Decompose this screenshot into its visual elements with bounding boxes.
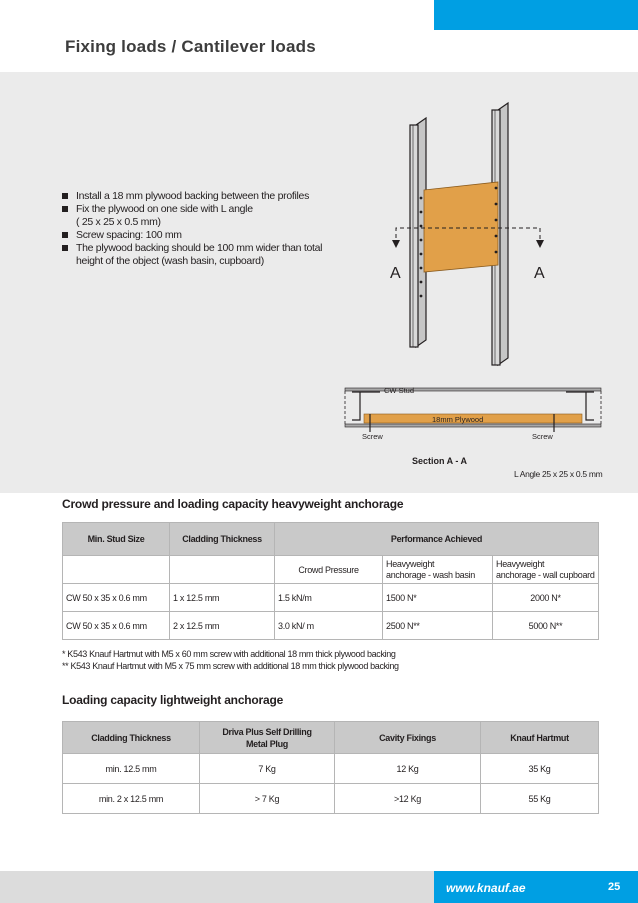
list-item: Install a 18 mm plywood backing between the profiles [62,190,322,203]
col-header-cladding: Cladding Thickness [170,523,275,556]
lightweight-anchorage-table [62,721,599,814]
col-header-driva: Driva Plus Self Drilling Metal Plug [200,722,335,754]
crowd-pressure-table [62,522,599,640]
screw-label-left: Screw [362,432,383,441]
table-row: CW 50 x 35 x 0.6 mm 2 x 12.5 mm 3.0 kN/ m 2500 N** 5000 N** [63,612,599,640]
bullet-square-icon [62,245,68,251]
section-marker-left: A [390,265,401,282]
crowd-section-heading: Crowd pressure and loading capacity heavyweight anchorage [62,497,404,511]
section-title: Section A - A [412,456,468,466]
screw-label-right: Screw [532,432,553,441]
cw-stud-label: CW Stud [384,386,415,395]
col-header-hartmut: Knauf Hartmut [481,722,599,754]
bullet-square-icon [62,206,68,212]
table-cell-empty [170,556,275,584]
plywood-backing [424,182,498,272]
col-header-cladding: Cladding Thickness [63,722,200,754]
page-title: Fixing loads / Cantilever loads [65,37,316,56]
footnotes [62,648,399,672]
list-item: The plywood backing should be 100 mm wider than total [62,242,322,255]
plywood-elevation-diagram [380,100,580,370]
light-section-heading: Loading capacity lightweight anchorage [62,693,284,707]
list-item: Fix the plywood on one side with L angle [62,203,322,216]
section-marker-right: A [534,265,545,282]
page-number: 25 [608,881,621,893]
table-row: min. 2 x 12.5 mm > 7 Kg >12 Kg 55 Kg [63,784,599,814]
subheader-basin: Heavyweight anchorage - wash basin [383,556,493,584]
table-row: CW 50 x 35 x 0.6 mm 1 x 12.5 mm 1.5 kN/m 1500 N* 2000 N* [63,584,599,612]
table-row: min. 12.5 mm 7 Kg 12 Kg 35 Kg [63,754,599,784]
instructions-list [62,190,322,268]
col-header-cavity: Cavity Fixings [335,722,481,754]
bullet-square-icon [62,232,68,238]
angle-label: L Angle 25 x 25 x 0.5 mm [514,469,603,479]
header-accent-block [434,0,638,30]
bullet-square-icon [62,193,68,199]
footer-url-link[interactable]: www.knauf.ae [446,881,526,895]
table-header-row [63,523,599,556]
table-cell-empty [63,556,170,584]
section-a-a-diagram [340,380,610,480]
footnote: ** K543 Knauf Hartmut with M5 x 75 mm screw with additional 18 mm thick plywood backing [62,661,399,671]
subheader-crowd: Crowd Pressure [275,556,383,584]
table-subheader-row [63,556,599,584]
table-header-row [63,722,599,754]
list-item-continuation: height of the object (wash basin, cupboard) [76,255,264,267]
subheader-cupboard: Heavyweight anchorage - wall cupboard [493,556,599,584]
plywood-label: 18mm Plywood [432,415,484,424]
col-header-performance: Performance Achieved [275,523,599,556]
footnote: * K543 Knauf Hartmut with M5 x 60 mm screw with additional 18 mm thick plywood backing [62,649,396,659]
list-item: Screw spacing: 100 mm [62,229,322,242]
col-header-stud: Min. Stud Size [63,523,170,556]
list-item-continuation: ( 25 x 25 x 0.5 mm) [76,216,161,228]
